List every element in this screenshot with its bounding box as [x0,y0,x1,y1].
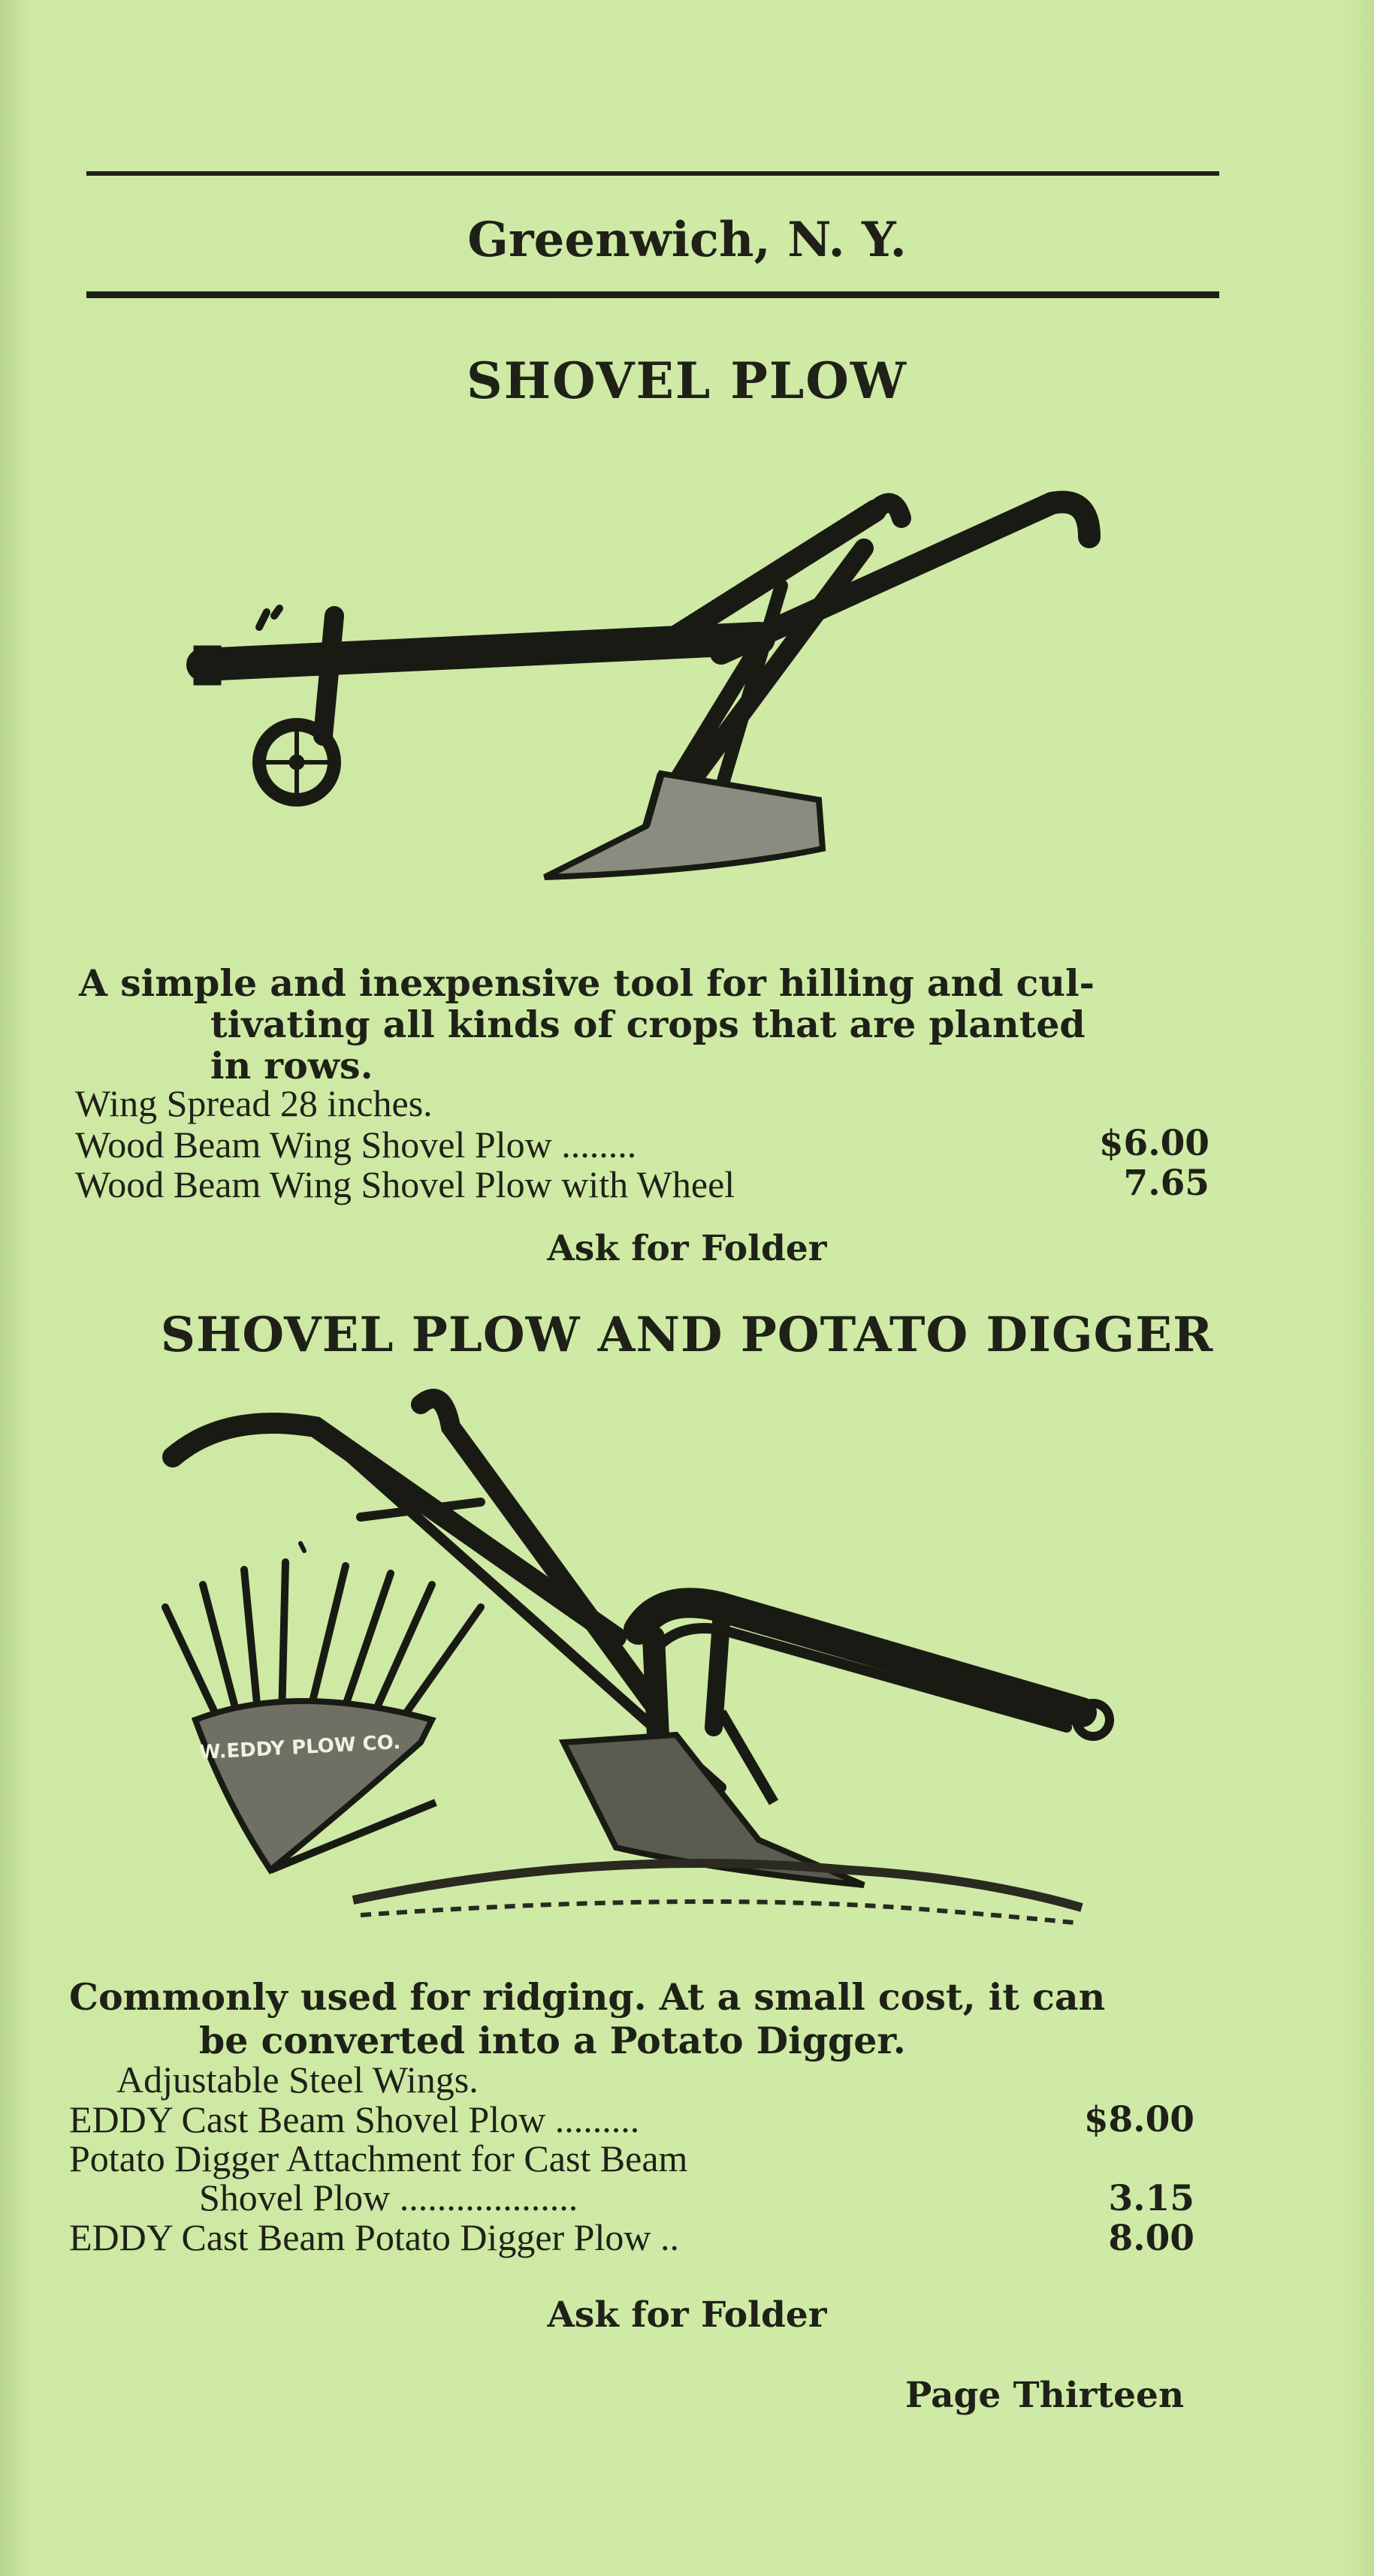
section1-price-wood-beam-plow: $6.00 [1098,1123,1209,1164]
section1-item-wood-beam-plow: Wood Beam Wing Shovel Plow ........ [75,1124,637,1166]
section2-price-cast-beam-plow: $8.00 [1083,2099,1194,2140]
section1-price-wood-beam-plow-wheel: 7.65 [1123,1163,1209,1204]
section1-item-wood-beam-plow-wheel: Wood Beam Wing Shovel Plow with Wheel [75,1163,735,1205]
engraving-label: W.EDDY PLOW CO. [198,1731,401,1765]
section2-item-attachment: Potato Digger Attachment for Cast Beam [69,2137,688,2179]
top-rule [86,171,1219,176]
section2-item-digger-plow: EDDY Cast Beam Potato Digger Plow .. [69,2216,679,2258]
section2-folder-note: Ask for Folder [547,2294,827,2336]
section-title-potato-digger: SHOVEL PLOW AND POTATO DIGGER [160,1307,1214,1363]
section2-item-cast-beam-plow: EDDY Cast Beam Shovel Plow ......... [69,2098,640,2140]
section2-description-line2: be converted into a Potato Digger. [199,2019,906,2062]
section1-description-line1: A simple and inexpensive tool for hilling and cul- [79,961,1095,1005]
section1-description-line3: in rows. [210,1044,373,1087]
section2-price-attachment: 3.15 [1108,2178,1194,2219]
header-bottom-rule [86,291,1219,298]
section1-description-line2: tivating all kinds of crops that are planted [210,1003,1086,1046]
section1-spec: Wing Spread 28 inches. [75,1082,433,1124]
section1-folder-note: Ask for Folder [547,1228,827,1269]
potato-digger-illustration [0,1382,1374,1923]
location-heading: Greenwich, N. Y. [467,212,907,268]
section2-item-attachment-cont: Shovel Plow ................... [199,2176,578,2219]
section2-spec: Adjustable Steel Wings. [116,2059,479,2101]
page-number: Page Thirteen [905,2375,1185,2416]
shovel-plow-illustration [0,466,1374,916]
section2-description-line1: Commonly used for ridging. At a small cost, it can [69,1975,1106,2019]
section2-price-digger-plow: 8.00 [1108,2218,1194,2259]
section-title-shovel-plow: SHOVEL PLOW [467,351,907,410]
